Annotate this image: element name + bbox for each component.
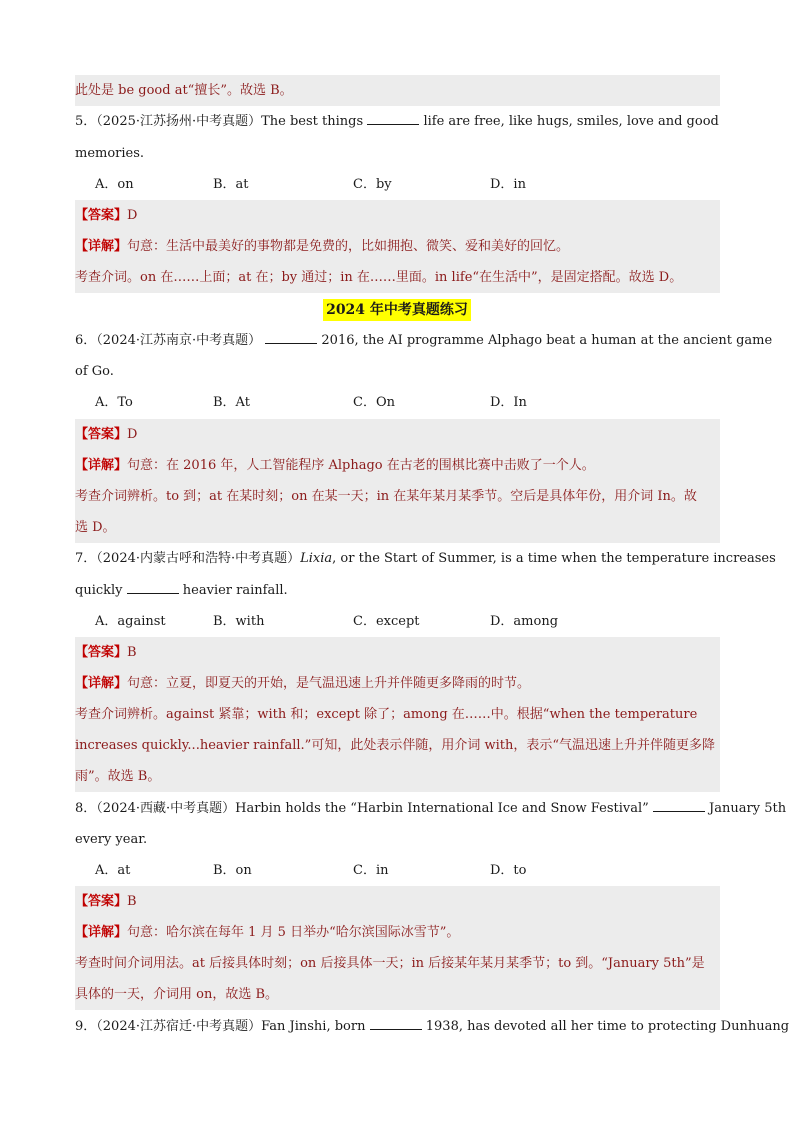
question-9-prefix: 9．（2024·江苏宿迁·中考真题）Fan Jinshi, born [75,1019,366,1034]
question-6-explanation-line2: 选 D。 [75,512,720,543]
question-7-explanation-line1: 考查介词辨析。against 紧靠；with 和；except 除了；among 在……中。根据“when the temperature [75,699,720,730]
question-8-explanation-line2: 具体的一天，介词用 on，故选 B。 [75,979,720,1010]
question-7-answer [75,637,720,668]
option-c: C．by [353,177,392,192]
answer-value: D [127,208,138,223]
detail-text: 句意：生活中最美好的事物都是免费的，比如拥抱、微笑、爱和美好的回忆。 [127,239,570,254]
answer-tag: 【答案】 [75,208,128,223]
answer-tag: 【答案】 [75,894,128,909]
question-6-answer [75,419,720,450]
option-c: C．On [353,395,395,410]
option-b: B．with [213,614,265,629]
option-d: D．In [490,395,527,410]
question-8-explanation-line1: 考查时间介词用法。at 后接具体时刻；on 后接具体一天；in 后接某年某月某季节；to 到。“January 5th”是 [75,948,720,979]
detail-tag: 【详解】 [75,676,128,691]
question-7-explanation-line2: increases quickly...heavier rainfall.”可知，此处表示伴随，用介词 with，表示“气温迅速上升并伴随更多降 [75,730,720,761]
question-7-stem [75,543,776,574]
option-a: A．against [95,614,166,629]
question-8-stem-line2: every year. [75,832,148,847]
option-a: A．To [95,395,133,410]
detail-text: 句意：立夏，即夏天的开始，是气温迅速上升并伴随更多降雨的时节。 [127,676,531,691]
question-7-line2-prefix: quickly [75,583,123,598]
question-8-stem [75,793,787,824]
detail-tag: 【详解】 [75,239,128,254]
option-b: B．at [213,177,249,192]
answer-blank [653,799,705,812]
question-6-stem-line2: of Go. [75,364,114,379]
option-d: D．to [490,863,527,878]
question-7-suffix: , or the Start of Summer, is a time when the temperature increases [332,551,776,566]
detail-tag: 【详解】 [75,925,128,940]
question-5-answer [75,200,720,231]
answer-value: B [127,894,137,909]
question-8-prefix: 8．（2024·西藏·中考真题）Harbin holds the “Harbin International Ice and Snow Festival” [75,801,649,816]
option-b: B．on [213,863,252,878]
option-d: D．in [490,177,526,192]
question-7-stem-line2 [75,575,720,606]
section-heading: 2024 年中考真题练习 [323,299,471,321]
option-c: C．except [353,614,420,629]
question-6-prefix: 6．（2024·江苏南京·中考真题） [75,333,262,348]
answer-tag: 【答案】 [75,427,128,442]
question-8-suffix: January 5th [709,801,787,816]
question-8-detail [75,917,720,948]
question-5-detail [75,231,720,262]
answer-value: D [127,427,138,442]
question-6-suffix: 2016, the AI programme Alphago beat a human at the ancient game [321,333,773,348]
answer-blank [127,581,179,594]
question-7-italic-term: Lixia [300,551,333,566]
question-5-explanation: 考查介词。on 在……上面；at 在；by 通过；in 在……里面。in life“在生活中”，是固定搭配。故选 D。 [75,262,720,293]
question-6-detail [75,450,720,481]
option-c: C．in [353,863,389,878]
detail-text: 句意：在 2016 年，人工智能程序 Alphago 在古老的围棋比赛中击败了一个人。 [127,458,595,473]
question-7-explanation-line3: 雨”。故选 B。 [75,761,720,792]
question-5-suffix: life are free, like hugs, smiles, love and good [423,114,719,129]
question-7-line2-suffix: heavier rainfall. [182,583,288,598]
option-a: A．on [95,177,134,192]
question-9-stem [75,1011,790,1042]
question-5-prefix: 5．（2025·江苏扬州·中考真题）The best things [75,114,364,129]
answer-blank [265,331,317,344]
answer-tag: 【答案】 [75,645,128,660]
detail-tag: 【详解】 [75,458,128,473]
question-7-prefix: 7．（2024·内蒙古呼和浩特·中考真题） [75,551,301,566]
question-9-suffix: 1938, has devoted all her time to protecting Dunhuang [425,1019,790,1034]
section-heading-wrap [0,293,794,324]
question-5-stem [75,106,720,137]
detail-text: 句意：哈尔滨在每年 1 月 5 日举办“哈尔滨国际冰雪节”。 [127,925,460,940]
question-6-stem [75,325,773,356]
answer-value: B [127,645,137,660]
answer-blank [370,1017,422,1030]
question-6-explanation-line1: 考查介词辨析。to 到；at 在某时刻；on 在某一天；in 在某年某月某季节。空后是具体年份，用介词 In。故 [75,481,720,512]
question-7-detail [75,668,720,699]
option-a: A．at [95,863,131,878]
answer-blank [367,112,419,125]
question-8-answer [75,886,720,917]
previous-explanation-tail: 此处是 be good at“擅长”。故选 B。 [75,75,720,106]
option-d: D．among [490,614,559,629]
option-b: B．At [213,395,250,410]
question-5-stem-line2: memories. [75,146,145,161]
